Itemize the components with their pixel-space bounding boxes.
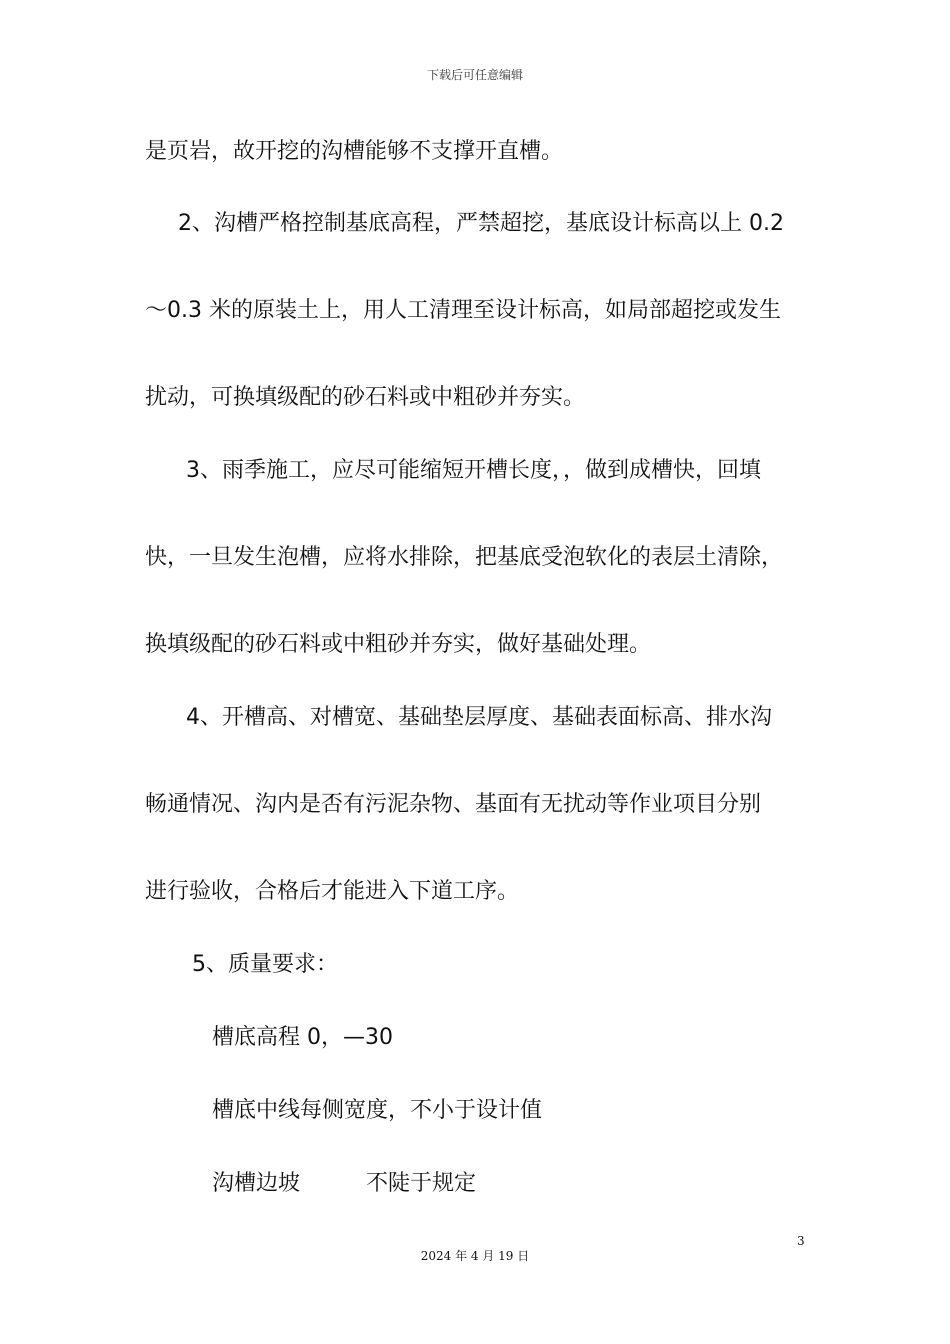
body-line-12: 槽底高程 0，—30 [212,1025,393,1050]
slope-label: 沟槽边坡 [212,1171,301,1196]
body-line-5: 3、雨季施工，应尽可能缩短开槽长度，，做到成槽快，回填 [186,458,761,483]
body-line-8: 4、开槽高、对槽宽、基础垫层厚度、基础表面标高、排水沟 [186,705,772,730]
body-line-14 [212,1169,476,1199]
body-line-10: 进行验收，合格后才能进入下道工序。 [145,879,520,904]
body-line-3: ～0.3 米的原装土上，用人工清理至设计标高，如局部超挖或发生 [145,298,781,323]
body-line-4: 扰动，可换填级配的砂石料或中粗砂并夯实。 [145,385,586,410]
body-line-1: 是页岩，故开挖的沟槽能够不支撑开直槽。 [145,139,564,164]
body-line-13: 槽底中线每侧宽度，不小于设计值 [212,1098,543,1123]
page-number: 3 [797,1234,805,1248]
body-line-6: 快，一旦发生泡槽，应将水排除，把基底受泡软化的表层土清除， [145,545,784,570]
page-header: 下载后可任意编辑 [426,68,523,82]
body-line-7: 换填级配的砂石料或中粗砂并夯实，做好基础处理。 [145,632,652,657]
body-line-11: 5、质量要求： [192,952,338,977]
body-line-2: 2、沟槽严格控制基底高程，严禁超挖，基底设计标高以上 0.2 [178,211,784,236]
slope-value: 不陡于规定 [366,1171,477,1196]
footer-date: 2024 年 4 月 19 日 [420,1249,530,1263]
body-line-9: 畅通情况、沟内是否有污泥杂物、基面有无扰动等作业项目分别 [145,792,762,817]
